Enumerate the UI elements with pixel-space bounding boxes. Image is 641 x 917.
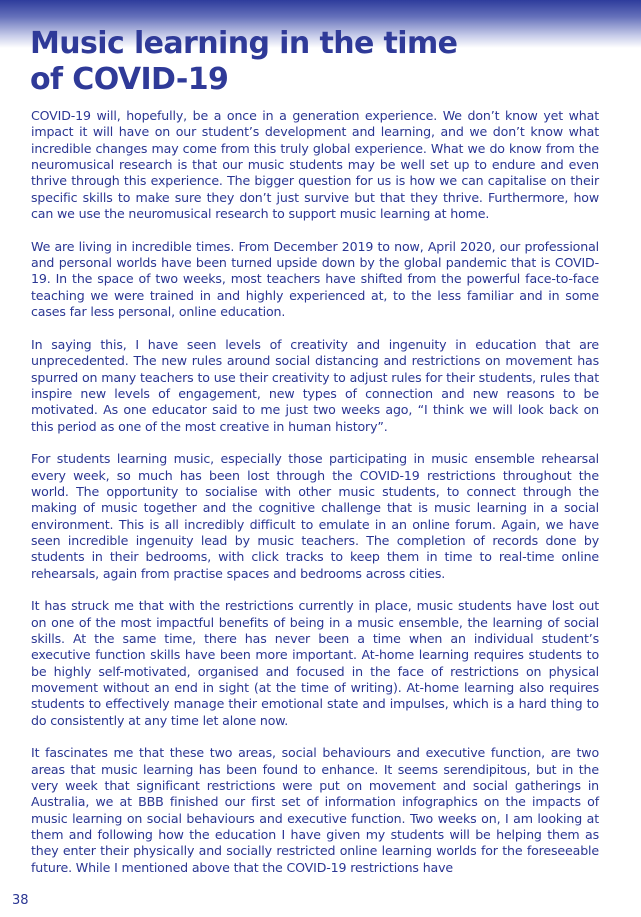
paragraph: It has struck me that with the restrictions currently in place, music students have lost out on one of the most impactful benefits of being in a music ensemble, the learning of social skills. At the same time, there has never been a time when an individual student’s executive function skills have been more important. At-home learning requires students to be highly self-motivated, organised and focused in the face of restrictions on physical movement without an end in sight (at the time of writing). At-home learning also requires students to effectively manage their emotional state and impulses, which is a hard thing to do consistently at any time let alone now.	[31, 598, 599, 728]
article-body	[31, 108, 599, 893]
page-number: 38	[12, 893, 29, 908]
paragraph: We are living in incredible times. From December 2019 to now, April 2020, our professional and personal worlds have been turned upside down by the global pandemic that is COVID-19. In the space of two weeks, most teachers have shifted from the powerful face-to-face teaching we were trained in and highly experienced at, to the less familiar and in some cases far less personal, online education.	[31, 238, 599, 320]
title-line-1: Music learning in the time	[30, 26, 458, 61]
paragraph: COVID-19 will, hopefully, be a once in a generation experience. We don’t know yet what impact it will have on our student’s development and learning, and we don’t know what incredible changes may come from this truly global experience. What we do know from the neuromusical research is that our music students may be well set up to endure and even thrive through this experience. The bigger question for us is how we can capitalise on their specific skills to make sure they don’t just survive but that they thrive. Furthermore, how can we use the neuromusical research to support music learning at home.	[31, 108, 599, 222]
page-title	[30, 26, 620, 98]
title-line-2: of COVID-19	[30, 62, 229, 97]
paragraph: It fascinates me that these two areas, social behaviours and executive function, are two areas that music learning has been found to enhance. It seems serendipitous, but in the very week that significant restrictions were put on movement and social gatherings in Australia, we at BBB finished our first set of information infographics on the impacts of music learning on social behaviours and executive function. Two weeks on, I am looking at them and following how the education I have given my students will be helping them as they enter their physically and socially restricted online learning worlds for the foreseeable future. While I mentioned above that the COVID-19 restrictions have	[31, 745, 599, 875]
paragraph: In saying this, I have seen levels of creativity and ingenuity in education that are unprecedented. The new rules around social distancing and restrictions on movement has spurred on many teachers to use their creativity to adjust rules for their students, rules that inspire new levels of engagement, new types of connection and new reasons to be motivated. As one educator said to me just two weeks ago, “I think we will look back on this period as one of the most creative in human history”.	[31, 336, 599, 434]
paragraph: For students learning music, especially those participating in music ensemble rehearsal every week, so much has been lost through the COVID-19 restrictions throughout the world. The opportunity to socialise with other music students, to connect through the making of music together and the cognitive challenge that is music learning in a social environment. This is all incredibly difficult to emulate in an online forum. Again, we have seen incredible ingenuity lead by music teachers. The completion of records done by students in their bedrooms, with click tracks to keep them in time to real-time online rehearsals, again from practise spaces and bedrooms across cities.	[31, 451, 599, 581]
